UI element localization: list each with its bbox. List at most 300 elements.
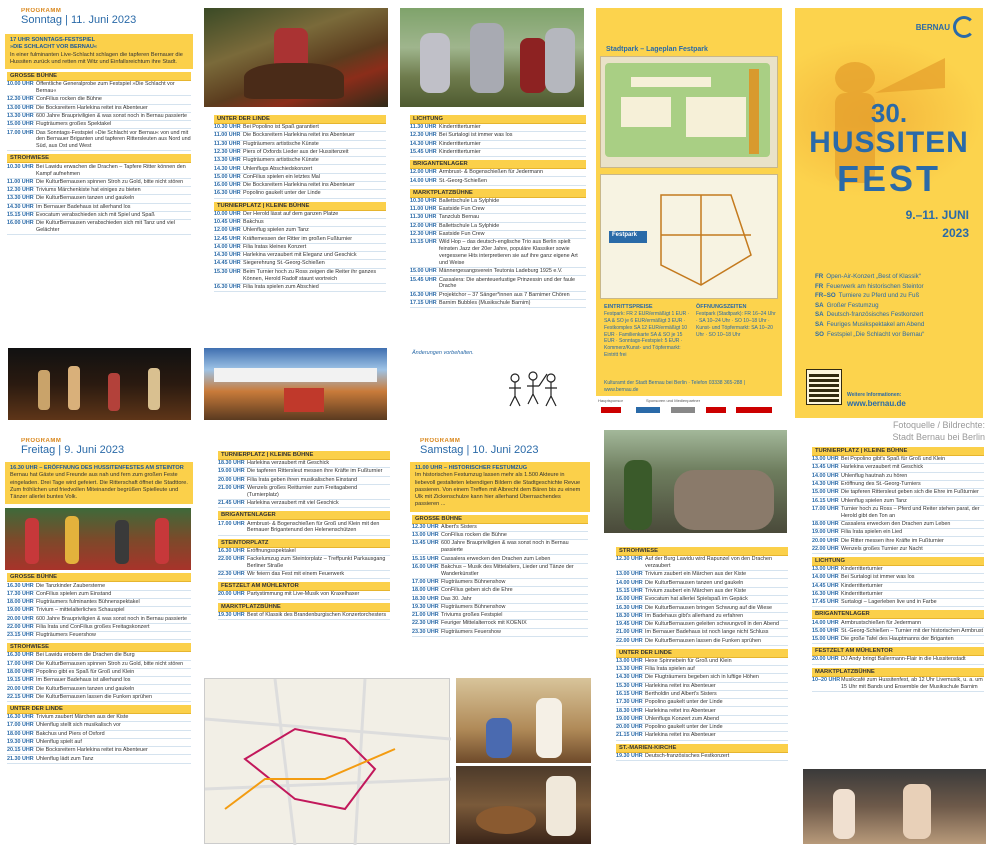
schedule-row — [214, 190, 386, 198]
highlight-text: Großer Festumzug — [826, 301, 879, 309]
schedule-row — [7, 624, 191, 632]
schedule-row — [214, 244, 386, 252]
schedule-row — [214, 141, 386, 149]
event-description: Die Flugträumers begeben sich in luftige Höhen — [645, 674, 759, 681]
event-description: Öffentliche Generalprobe zum Festspiel »Die Schlacht vor Bernau« — [36, 81, 175, 95]
event-description: Im Bernauer Badehaus ist allerhand los — [36, 203, 131, 210]
schedule-row — [7, 129, 191, 151]
event-description: Uhlenflugs Abschiedskonzert — [243, 165, 313, 172]
event-time: 15.30 UHR — [214, 268, 241, 275]
schedule-row — [214, 165, 386, 173]
event-description: Popolino gaukelt unter der Linde — [645, 724, 723, 731]
event-description: Uhlenflug lädt zum Tanz — [36, 755, 94, 762]
schedule-row — [616, 699, 788, 707]
event-description: Harlekina reitet ins Abenteuer — [645, 707, 716, 714]
event-time: 16.15 UHR — [616, 691, 643, 698]
schedule-row — [412, 564, 588, 579]
event-time: 20.00 UHR — [7, 615, 34, 622]
schedule-list — [812, 456, 984, 554]
sonntag-col2 — [214, 112, 386, 342]
schedule-row — [812, 636, 984, 644]
section-header-turnierplatz-kleine-bühne: TURNIERPLATZ | KLEINE BÜHNE — [812, 447, 984, 456]
event-description: Die tapferen Rittersleut messen ihre Kräfte im Fußturnier — [247, 468, 383, 475]
sonntag-label: PROGRAMM — [21, 8, 62, 14]
event-description: Harlekina verzaubert mit Geschick — [841, 464, 924, 471]
map-panel — [596, 8, 782, 418]
event-time: 15.00 UHR — [410, 268, 437, 275]
event-time: 15.00 UHR — [812, 627, 839, 634]
event-time: 23.15 UHR — [7, 632, 34, 639]
event-time: 12.30 UHR — [410, 132, 437, 139]
samstag-col3 — [812, 444, 984, 766]
event-time: 19.30 UHR — [218, 611, 245, 618]
event-time: 20.00 UHR — [218, 591, 245, 598]
section-header-grosse-bühne: GROSSE BÜHNE — [7, 72, 191, 81]
event-time: 13.00 UHR — [616, 571, 643, 578]
sponsors-label2: Sponsoren und Medienpartner — [646, 398, 701, 403]
event-time: 13.00 UHR — [812, 456, 839, 463]
map-title: Stadtpark – Lageplan Festpark — [606, 46, 708, 53]
schedule-row — [412, 540, 588, 555]
event-time: 15.45 UHR — [410, 276, 437, 283]
schedule-row — [616, 732, 788, 740]
sonntag-title: Sonntag | 11. Juni 2023 — [21, 14, 137, 26]
event-time: 12.30 UHR — [412, 523, 439, 530]
event-time: 16.30 UHR — [214, 283, 241, 290]
event-time: 18.30 UHR — [616, 612, 643, 619]
schedule-row — [7, 212, 191, 220]
festumzug-map — [204, 678, 450, 844]
schedule-row — [616, 724, 788, 732]
event-time: 11.00 UHR — [410, 206, 437, 213]
event-description: Musikcafé zum Hussitenfest, ab 12 Uhr Livemusik, u. a. um 15 Uhr mit Bands und Ensemble der Musikschule Barnim — [841, 676, 983, 690]
schedule-list — [410, 124, 586, 157]
schedule-list — [214, 211, 386, 292]
info-label: Weitere Informationen: — [847, 392, 902, 398]
event-time: 19.00 UHR — [7, 607, 34, 614]
schedule-row — [616, 579, 788, 587]
schedule-row — [218, 477, 390, 485]
event-time: 18.00 UHR — [412, 587, 439, 594]
kultur-text: Kulturamt der Stadt Bernau bei Berlin · Telefon 03338 365-288 | www.bernau.de — [604, 380, 746, 393]
schedule-row — [7, 204, 191, 212]
schedule-row — [7, 694, 191, 702]
schedule-row — [218, 591, 390, 599]
event-description: Bei Lawidu erobern die Drachen die Burg — [36, 652, 135, 659]
samstag-sections — [400, 515, 590, 637]
schedule-row — [812, 506, 984, 521]
event-description: Männergesangsverein Teutonia Ladeburg 1925 e.V. — [439, 268, 563, 275]
photo-jousting — [204, 8, 388, 107]
schedule-row — [214, 149, 386, 157]
event-description: Armbrust- & Bogenschießen für Jedermann — [439, 169, 543, 176]
schedule-list — [812, 619, 984, 644]
section-header-brigantenlager: BRIGANTENLAGER — [812, 610, 984, 619]
schedule-row — [812, 473, 984, 481]
event-time: 13.45 UHR — [412, 540, 439, 547]
schedule-row — [7, 105, 191, 113]
event-description: Wild Hop – das deutsch-englische Trio aus Berlin spielt feinsten Jazz der 20er Jahre, populäre Klassiker sowie vergessene Hits interpretieren sie auf ihre ganz eigene Art und Weise — [439, 239, 578, 266]
event-description: Beim Turnier hoch zu Ross zeigen die Reiter ihr ganzes Können, Herold Radolf staunt wortreich — [243, 268, 377, 282]
highlight-day: FR–SO — [815, 292, 836, 300]
event-time: 16.15 UHR — [812, 497, 839, 504]
event-description: Die KulturBernausen tanzen und gaukeln — [36, 685, 135, 692]
event-description: Popolino gaukelt unter der Linde — [645, 699, 723, 706]
event-time: 10.30 UHR — [214, 124, 241, 131]
event-time: 19.45 UHR — [616, 621, 643, 628]
event-description: DJ Andy bringt Ballermann-Flair in die Hussitenstadt — [841, 656, 966, 663]
event-description: Uhlenflugs Konzert zum Abend — [645, 715, 720, 722]
photo-stage-night — [8, 348, 191, 420]
event-time: 14.30 UHR — [214, 252, 241, 259]
freitag-title: Freitag | 9. Juni 2023 — [21, 444, 125, 456]
sonntag-col3 — [410, 112, 586, 357]
schedule-list — [214, 124, 386, 199]
schedule-row — [412, 579, 588, 587]
event-time: 12.30 UHR — [214, 149, 241, 156]
event-time: 14.00 UHR — [616, 579, 643, 586]
event-time: 16.30 UHR — [7, 582, 34, 589]
event-description: Barnim Bubbles (Musikschule Barnim) — [439, 300, 531, 307]
event-time: 20.00 UHR — [616, 724, 643, 731]
freitag-sections — [5, 573, 193, 763]
event-description: Eastside Fun Crew — [439, 206, 485, 213]
schedule-row — [412, 555, 588, 563]
event-time: 21.15 UHR — [616, 732, 643, 739]
schedule-row — [616, 658, 788, 666]
schedule-row — [616, 556, 788, 571]
schedule-row — [616, 571, 788, 579]
event-description: St.-Georg-Schießen – Turnier mit der historischen Armbrust — [841, 627, 984, 634]
event-time: 14.00 UHR — [410, 177, 437, 184]
schedule-row — [616, 683, 788, 691]
schedule-row — [812, 583, 984, 591]
schedule-row — [812, 456, 984, 464]
highlight-text: Deutsch-französisches Festkonzert — [826, 311, 924, 319]
event-description: Die Tanzkinder Zaubersterne — [36, 582, 106, 589]
event-description: 600 Jahre Braupriviligien & was sonst noch in Bernau passierte — [36, 615, 188, 622]
event-description: Surtalogi – Lagerleben live und in Farbe — [841, 599, 937, 606]
schedule-list — [218, 548, 390, 580]
samstag-title: Samstag | 10. Juni 2023 — [420, 444, 539, 456]
event-description: Evocatum hat allerlei Spielspaß im Gepäck — [645, 596, 748, 603]
event-description: Flugträumers großes Spektakel — [36, 121, 112, 128]
event-description: Die KulturBernausen spinnen Stroh zu Gold, bitte nicht stören — [36, 660, 184, 667]
event-time: 11.30 UHR — [214, 140, 241, 147]
event-time: 17.15 UHR — [410, 300, 437, 307]
schedule-row — [7, 685, 191, 693]
event-time: 15.15 UHR — [616, 587, 643, 594]
logo-text: BERNAU — [915, 22, 950, 32]
event-description: Kräftemessen der Ritter im großen Fußturnier — [243, 235, 353, 242]
event-description: Eastside Fun Crew — [439, 231, 485, 237]
freitag-panel — [5, 438, 193, 848]
schedule-row — [7, 731, 191, 739]
event-description: ConFilius rocken die Bühne — [36, 96, 102, 103]
schedule-list — [812, 677, 984, 692]
event-time: 22.30 UHR — [412, 620, 439, 627]
event-description: Deutsch-französisches Festkonzert — [645, 752, 730, 759]
event-time: 19.00 UHR — [218, 468, 245, 475]
section-header-unter-der-linde: UNTER DER LINDE — [616, 649, 788, 658]
schedule-list — [218, 591, 390, 599]
event-time: 12.00 UHR — [410, 169, 437, 176]
schedule-row — [410, 124, 586, 132]
highlight-text: Open-Air-Konzert „Best of Klassik“ — [826, 273, 921, 280]
event-time: 16.00 UHR — [412, 563, 439, 570]
schedule-row — [616, 637, 788, 645]
schedule-row — [616, 716, 788, 724]
schedule-row — [812, 677, 984, 692]
schedule-row — [812, 628, 984, 636]
event-time: 22.15 UHR — [7, 693, 34, 700]
highlight-day: SA — [815, 321, 824, 329]
event-time: 14.30 UHR — [812, 481, 839, 488]
event-description: Kinderritterturnier — [841, 582, 883, 589]
schedule-row — [7, 607, 191, 615]
highlight-item — [815, 291, 924, 301]
event-description: Uhlenflug spielt auf — [36, 739, 82, 746]
event-description: Kinderritterturnier — [439, 140, 481, 147]
event-time: 13.30 UHR — [7, 113, 34, 119]
event-description: ConFilius spielen zum Einstand — [36, 590, 112, 597]
section-header-festzelt-am-mühlentor: FESTZELT AM MÜHLENTOR — [812, 647, 984, 656]
event-description: Die Bocksreitern Harlekina reitet ins Abenteuer — [36, 747, 148, 754]
event-time: 17.00 UHR — [7, 660, 34, 667]
samstag-label: PROGRAMM — [420, 438, 461, 444]
event-time: 16.30 UHR — [218, 547, 245, 554]
schedule-row — [812, 656, 984, 664]
schedule-list — [812, 656, 984, 664]
event-description: Popolino gibt es Spaß für Groß und Klein — [36, 669, 135, 676]
event-time: 22.00 UHR — [812, 545, 839, 552]
event-time: 10–20 UHR — [812, 676, 841, 683]
event-description: Popolino gaukelt unter der Linde — [243, 190, 321, 197]
schedule-row — [412, 629, 588, 637]
schedule-row — [218, 460, 390, 468]
highlight-day: SO — [815, 330, 824, 338]
event-description: Filia Irata spielen zum Abschied — [243, 283, 319, 290]
event-time: 16.00 UHR — [214, 182, 241, 189]
knights-illustration — [505, 368, 565, 412]
event-time: 15.00 UHR — [812, 636, 839, 643]
schedule-row — [7, 747, 191, 755]
event-time: 17.00 UHR — [7, 722, 34, 729]
highlight-text: Feuriges Musikspektakel am Abend — [826, 321, 925, 329]
event-time: 20.15 UHR — [7, 747, 34, 754]
event-time: 16.30 UHR — [410, 291, 437, 298]
event-description: Trivium zaubert ein Märchen aus der Kiste — [645, 571, 747, 578]
schedule-row — [410, 132, 586, 140]
event-time: 10.30 UHR — [7, 163, 34, 170]
schedule-row — [214, 235, 386, 243]
cover-panel — [795, 8, 983, 418]
section-header-strohwiese: STROHWIESE — [7, 643, 191, 652]
schedule-row — [812, 521, 984, 529]
event-description: Bei Surtalogi ist immer was los — [841, 574, 915, 581]
event-time: 10.00 UHR — [7, 81, 34, 88]
schedule-row — [812, 546, 984, 554]
schedule-row — [7, 113, 191, 121]
qr-code — [807, 370, 841, 404]
event-description: Trivium zaubert Märchen aus der Kiste — [36, 714, 129, 721]
event-description: Flugträumers artistische Künste — [243, 157, 319, 164]
event-description: Evocatum verabschieden sich mit Spiel und Spaß — [36, 211, 155, 218]
schedule-list — [218, 612, 390, 620]
schedule-row — [7, 661, 191, 669]
schedule-row — [214, 132, 386, 140]
event-time: 21.00 UHR — [616, 629, 643, 636]
highlight-day: FR — [815, 273, 824, 280]
event-time: 22.00 UHR — [616, 637, 643, 644]
section-header-brigantenlager: BRIGANTENLAGER — [218, 511, 390, 520]
schedule-row — [410, 231, 586, 239]
event-description: Der Herold lässt auf dem ganzen Platze — [243, 210, 339, 217]
event-description: Kinderritterturnier — [439, 149, 481, 156]
event-description: St.-Georg-Schießen — [439, 177, 487, 184]
event-time: 20.00 UHR — [812, 537, 839, 544]
event-time: 17.30 UHR — [7, 590, 34, 597]
schedule-row — [214, 260, 386, 268]
freitag-intro-title: 16.30 UHR – ERÖFFNUNG DES HUSSITENFESTES AM STEINTOR — [10, 465, 184, 471]
event-description: Harlekina reitet ins Abenteuer — [645, 682, 716, 689]
schedule-row — [410, 268, 586, 276]
event-description: Harlekina reitet ins Abenteuer — [645, 732, 716, 739]
event-time: 13.30 UHR — [214, 157, 241, 164]
section-header-steintorplatz: STEINTORPLATZ — [218, 539, 390, 548]
highlight-day: SA — [815, 311, 824, 319]
event-description: Das Sonntags-Festspiel »Die Schlacht vor Bernau« von und mit den Bernauer Briganten und tapferen Rittersleuten aus Nord und Süd, aus Ost und West — [36, 129, 191, 150]
event-description: Flugträumers Bühnenshow — [441, 579, 506, 585]
schedule-row — [616, 596, 788, 604]
event-description: Bei Lawidu erwachen die Drachen – Tapfere Ritter können den Kampf aufnehmen — [36, 163, 186, 177]
schedule-row — [412, 532, 588, 540]
section-header-grosse-bühne: GROSSE BÜHNE — [7, 573, 191, 582]
freitag-intro — [5, 462, 193, 504]
schedule-list — [7, 582, 191, 640]
event-time: 17.00 UHR — [812, 505, 839, 512]
schedule-row — [7, 722, 191, 730]
samstag-intro-title: 11.00 UHR – HISTORISCHER FESTUMZUG — [415, 465, 528, 471]
event-description: ConFilius spielen ein letztes Mal — [243, 173, 321, 180]
event-description: Flugträumers fulminantes Bühnenspektakel — [36, 599, 140, 606]
event-time: 22.30 UHR — [218, 571, 245, 578]
event-description: Das 30. Jahr — [441, 595, 472, 602]
schedule-row — [218, 612, 390, 620]
event-description: Ballettschule La Sylphide — [439, 197, 500, 204]
event-time: 21.45 UHR — [218, 500, 245, 507]
event-time: 14.30 UHR — [410, 140, 437, 147]
schedule-list — [410, 169, 586, 186]
schedule-row — [7, 652, 191, 660]
sponsors-strip — [596, 396, 782, 418]
highlight-day: SA — [815, 301, 824, 309]
schedule-row — [7, 599, 191, 607]
event-time: 23.30 UHR — [412, 628, 439, 635]
schedule-row — [812, 529, 984, 537]
event-description: Filia Irata geben ihren musikalischen Einstand — [247, 476, 357, 483]
event-time: 18.30 UHR — [218, 460, 245, 467]
schedule-row — [214, 252, 386, 260]
schedule-row — [214, 157, 386, 165]
event-time: 21.00 UHR — [412, 612, 439, 619]
event-time: 18.00 UHR — [7, 599, 34, 606]
schedule-list — [616, 658, 788, 741]
section-header-st-marien-kirche: ST.-MARIEN-KIRCHE — [616, 744, 788, 753]
schedule-row — [218, 548, 390, 556]
event-time: 16.00 UHR — [616, 596, 643, 603]
schedule-list — [7, 652, 191, 702]
event-description: 600 Jahre Braupriviligien & was sonst noch in Bernau passierte — [441, 540, 569, 554]
event-time: 19.00 UHR — [616, 715, 643, 722]
section-header-unter-der-linde: UNTER DER LINDE — [214, 115, 386, 124]
schedule-row — [7, 582, 191, 590]
event-description: Bei Popolino ist Spaß garantiert — [243, 124, 319, 131]
event-time: 10.45 UHR — [214, 219, 241, 225]
oeffnung-text: Festpark (Stadtpark): FR 16–24 Uhr · SA 10–24 Uhr · SO 10–18 Uhr · Kunst- und Töpfermarkt: SA 10–20 Uhr · SO 10–18 Uhr — [696, 311, 776, 338]
schedule-row — [7, 714, 191, 722]
event-time: 18.00 UHR — [7, 669, 34, 676]
samstag-col2 — [616, 544, 788, 834]
eintritt-title: EINTRITTSPREISE — [604, 304, 653, 310]
event-description: Filia Iratas kleines Konzert — [243, 243, 307, 250]
schedule-list — [218, 460, 390, 508]
schedule-row — [412, 612, 588, 620]
highlight-item — [815, 282, 924, 292]
section-header-marktplatzbühne: MARKTPLATZBÜHNE — [812, 668, 984, 677]
event-description: Die Bocksreitern Harlekina reitet ins Abenteuer — [243, 182, 355, 189]
highlight-item — [815, 310, 924, 320]
logo-icon — [953, 16, 975, 38]
event-description: Flugträumers artistische Künste — [243, 140, 319, 147]
event-description: Die KulturBernausen spinnen Stroh zu Gold, bitte nicht stören — [36, 178, 184, 185]
schedule-list — [616, 556, 788, 646]
schedule-row — [812, 566, 984, 574]
event-time: 15.00 UHR — [7, 121, 34, 128]
event-time: 18.30 UHR — [616, 707, 643, 714]
schedule-row — [7, 755, 191, 763]
highlight-item — [815, 330, 924, 340]
event-description: Die KulturBernausen geleiten schwungvoll in den Abend — [645, 621, 779, 628]
schedule-row — [616, 674, 788, 682]
event-time: 13.00 UHR — [412, 532, 439, 539]
schedule-row — [214, 227, 386, 235]
event-time: 15.15 UHR — [7, 211, 34, 218]
event-time: 12.45 UHR — [214, 235, 241, 242]
event-description: Die tapferen Rittersleut geben sich die Ehre im Fußturnier — [841, 489, 979, 496]
event-time: 16.30 UHR — [812, 591, 839, 598]
event-description: Projektchor – 37 Sänger*innen aus 7 Barnimer Chören — [439, 291, 570, 298]
schedule-list — [218, 520, 390, 535]
event-description: Uhlenflug spielen zum Tanz — [243, 227, 309, 234]
schedule-row — [812, 464, 984, 472]
event-time: 17.45 UHR — [812, 599, 839, 606]
event-time: 12.00 UHR — [214, 227, 241, 234]
schedule-row — [7, 669, 191, 677]
event-description: Harlekina verzaubert mit Eleganz und Geschick — [243, 252, 357, 259]
schedule-row — [812, 481, 984, 489]
event-description: Bei Popolino gibt's Spaß für Groß und Klein — [841, 456, 946, 463]
schedule-row — [7, 632, 191, 640]
event-description: Die KulturBernausen lassen die Funken sprühen — [645, 637, 761, 644]
event-time: 12.00 UHR — [410, 222, 437, 229]
event-time: 11.30 UHR — [410, 214, 437, 221]
event-time: 14.45 UHR — [214, 260, 241, 267]
schedule-row — [410, 223, 586, 231]
event-time: 19.15 UHR — [7, 677, 34, 684]
event-description: Bakchus — [243, 219, 264, 225]
event-time: 18.30 UHR — [412, 595, 439, 602]
